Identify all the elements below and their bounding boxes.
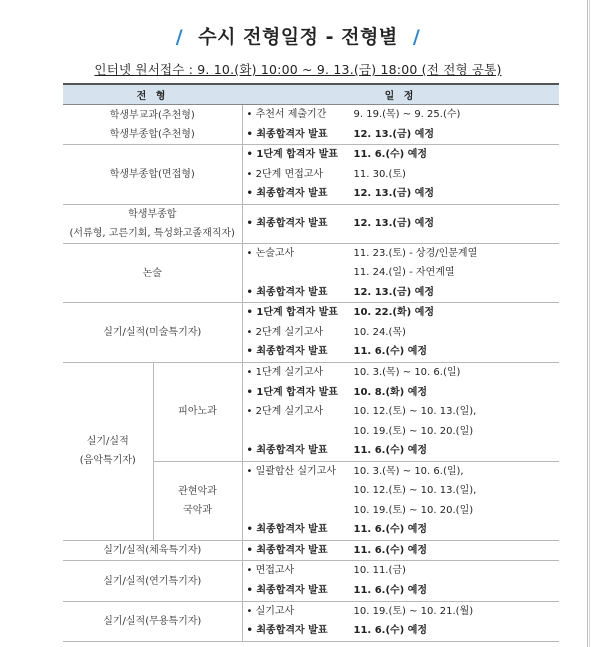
schedule-item-label: • 실기고사 [246, 605, 295, 617]
schedule-item-label: • 최종합격자 발표 [246, 544, 328, 556]
category-label: 실기/실적 [86, 436, 129, 448]
table-row [63, 204, 559, 243]
schedule-item-label: • 최종합격자 발표 [246, 286, 328, 298]
schedule-item [243, 125, 560, 145]
schedule-item [243, 105, 560, 125]
table-row [63, 363, 559, 462]
category-cell [153, 363, 242, 462]
category-label: 실기/실적(연기특기자) [103, 575, 202, 587]
category-cell [63, 105, 242, 145]
schedule-item [243, 621, 560, 641]
header-type: 전 형 [63, 84, 242, 105]
category-cell [63, 363, 153, 541]
schedule-item-date: 10. 12.(토) ~ 10. 13.(일), [353, 406, 477, 418]
schedule-item-date: 11. 6.(수) 예정 [353, 625, 428, 637]
schedule-item-date: 10. 3.(목) ~ 10. 6.(일), [353, 465, 464, 477]
schedule-item-label: • 1단계 합격자 발표 [246, 386, 338, 398]
page-edge-line [587, 0, 588, 647]
page-edge-line-inner [589, 0, 590, 647]
category-label: 논술 [142, 267, 162, 279]
schedule-item-label: • 최종합격자 발표 [246, 585, 328, 597]
page-title [0, 22, 596, 49]
schedule-item-date: 12. 13.(금) 예정 [353, 188, 435, 200]
schedule-item-label: • 2단계 실기고사 [246, 326, 324, 338]
schedule-item-date: 10. 24.(목) [353, 326, 406, 338]
schedule-item-date: 10. 8.(화) 예정 [353, 386, 428, 398]
category-cell [63, 243, 242, 303]
schedule-item-date: 9. 19.(목) ~ 9. 25.(수) [353, 109, 461, 120]
schedule-item-label: • 최종합격자 발표 [246, 445, 328, 457]
schedule-item [243, 214, 560, 234]
schedule-item [243, 402, 560, 422]
schedule-cell [242, 363, 559, 462]
category-label: 실기/실적(미술특기자) [103, 327, 202, 339]
table-row [63, 561, 559, 601]
schedule-item-label: • 최종합격자 발표 [246, 217, 328, 229]
schedule-item-date: 11. 23.(토) - 상경/인문계열 [353, 247, 478, 259]
schedule-cell [242, 561, 559, 601]
table-row [63, 540, 559, 561]
schedule-item-label: • 2단계 실기고사 [246, 406, 324, 418]
table-row [63, 243, 559, 303]
schedule-cell [242, 105, 559, 145]
category-label: 관현악과 [178, 485, 217, 497]
category-cell [153, 461, 242, 540]
schedule-item [243, 244, 560, 264]
schedule-item [243, 462, 560, 482]
schedule-item [243, 541, 560, 561]
schedule-item-label: • 면접고사 [246, 565, 295, 577]
table-row [63, 145, 559, 205]
schedule-cell [242, 601, 559, 641]
schedule-item [243, 165, 560, 185]
schedule-item-date: 10. 22.(화) 예정 [353, 307, 435, 319]
schedule-item-date: 10. 19.(토) ~ 10. 20.(일) [353, 504, 474, 516]
schedule-item [243, 263, 560, 283]
schedule-cell [242, 461, 559, 540]
table-header-row [63, 84, 559, 105]
schedule-item [243, 145, 560, 165]
schedule-cell [242, 145, 559, 205]
schedule-item-label: • 1단계 실기고사 [246, 367, 324, 379]
schedule-item-label: • 1단계 합격자 발표 [246, 149, 338, 161]
table-row [63, 105, 559, 145]
category-cell [63, 540, 242, 561]
schedule-item-label: • 일괄합산 실기고사 [246, 465, 337, 477]
schedule-item-label: • 2단계 면접고사 [246, 168, 324, 180]
schedule-item [243, 501, 560, 521]
schedule-item [243, 481, 560, 501]
title-slash-left: / [175, 26, 184, 48]
schedule-item-date: 11. 6.(수) 예정 [353, 544, 428, 556]
schedule-item-date: 10. 12.(토) ~ 10. 13.(일), [353, 485, 477, 497]
schedule-item-label: • 논술고사 [246, 247, 295, 259]
category-label: 실기/실적(무용특기자) [103, 615, 202, 627]
schedule-item [243, 383, 560, 403]
schedule-item [243, 363, 560, 383]
title-text: 수시 전형일정 - 전형별 [198, 26, 398, 48]
table-row [63, 303, 559, 363]
schedule-item-label: • 최종합격자 발표 [246, 346, 328, 358]
schedule-item-date: 12. 13.(금) 예정 [353, 286, 435, 298]
schedule-item-date: 10. 3.(목) ~ 10. 6.(일) [353, 367, 461, 379]
schedule-item [243, 323, 560, 343]
schedule-item-date: 11. 6.(수) 예정 [353, 524, 428, 536]
category-label: 학생부종합(추천형) [109, 128, 195, 140]
schedule-item [243, 581, 560, 601]
application-notice: 인터넷 원서접수 : 9. 10.(화) 10:00 ~ 9. 13.(금) 18:00 (전 전형 공통) [94, 62, 502, 77]
title-slash-right: / [412, 26, 421, 48]
category-label: 피아노과 [178, 406, 217, 418]
schedule-item-date: 10. 19.(토) ~ 10. 20.(일) [353, 425, 474, 437]
schedule-item-date: 11. 6.(수) 예정 [353, 445, 428, 457]
table-row [63, 601, 559, 641]
category-cell [63, 303, 242, 363]
schedule-item-label: • 추천서 제출기간 [246, 109, 327, 120]
category-label: 실기/실적(체육특기자) [103, 545, 202, 557]
schedule-cell [242, 540, 559, 561]
category-cell [63, 561, 242, 601]
schedule-cell [242, 204, 559, 243]
schedule-item [243, 283, 560, 303]
schedule-item [243, 602, 560, 622]
schedule-table [63, 83, 559, 642]
category-label: 학생부종합 [128, 208, 177, 220]
schedule-item [243, 561, 560, 581]
category-cell [63, 204, 242, 243]
schedule-item [243, 422, 560, 442]
schedule-item-date: 12. 13.(금) 예정 [353, 217, 435, 229]
category-cell [63, 601, 242, 641]
table-body [63, 105, 559, 642]
schedule-item-date: 10. 11.(금) [353, 565, 406, 577]
category-cell [63, 145, 242, 205]
schedule-item-label: • 1단계 합격자 발표 [246, 307, 338, 319]
schedule-item-label: • 최종합격자 발표 [246, 625, 328, 637]
schedule-item [243, 184, 560, 204]
schedule-cell [242, 243, 559, 303]
category-label: 학생부종합(면접형) [109, 168, 195, 180]
schedule-item [243, 342, 560, 362]
category-label: (서류형, 고른기회, 특성화고졸재직자) [69, 227, 235, 239]
schedule-item-date: 10. 19.(토) ~ 10. 21.(월) [353, 605, 474, 617]
header-schedule: 일 정 [242, 84, 559, 105]
schedule-cell [242, 303, 559, 363]
schedule-item-date: 11. 24.(일) - 자연계열 [353, 267, 455, 279]
schedule-item-date: 11. 6.(수) 예정 [353, 149, 428, 161]
schedule-item-date: 11. 6.(수) 예정 [353, 585, 428, 597]
schedule-item [243, 441, 560, 461]
category-label: 국악과 [183, 504, 212, 516]
schedule-item [243, 520, 560, 540]
schedule-item-date: 12. 13.(금) 예정 [353, 128, 435, 140]
schedule-item-date: 11. 30.(토) [353, 168, 406, 180]
schedule-item-date: 11. 6.(수) 예정 [353, 346, 428, 358]
category-label: 학생부교과(추천형) [109, 109, 195, 121]
schedule-item [243, 303, 560, 323]
schedule-item-label: • 최종합격자 발표 [246, 128, 328, 140]
category-label: (음악특기자) [79, 455, 136, 467]
schedule-item-label: • 최종합격자 발표 [246, 524, 328, 536]
schedule-item-label: • 최종합격자 발표 [246, 188, 328, 200]
